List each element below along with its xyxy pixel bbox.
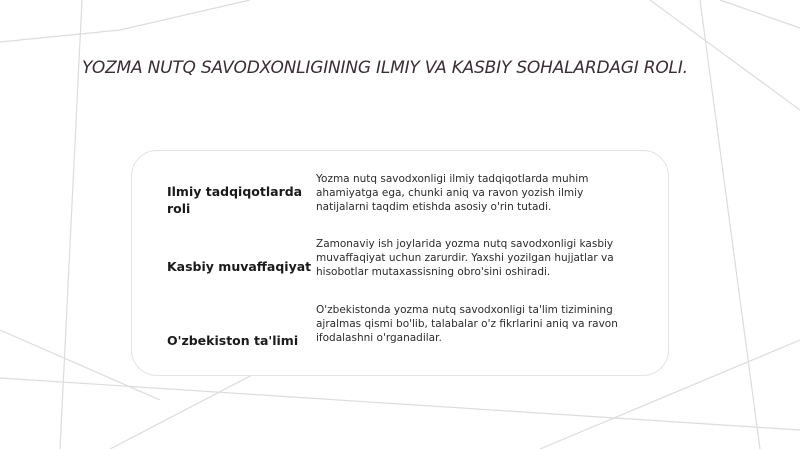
row-heading-education: O'zbekiston ta'limi [167,333,299,348]
row-heading-research: Ilmiy tadqiqotlarda roli [167,184,303,216]
row-description-education: O'zbekistonda yozma nutq savodxonligi ta'lim tizimining ajralmas qismi bo'lib, talabalar o'z fikrlarini aniq va ravon ifodalashni o'rganadilar. [316,304,618,344]
row-heading-career: Kasbiy muvaffaqiyat [167,259,312,274]
row-description-research: Yozma nutq savodxonligi ilmiy tadqiqotlarda muhim ahamiyatga ega, chunki aniq va ravon yozish ilmiy natijalarni taqdim etishda asosiy o'rin tutadi. [316,173,589,213]
content-card [131,150,669,376]
slide-title: YOZMA NUTQ SAVODXONLIGINING ILMIY VA KASBIY SOHALARDAGI ROLI. [82,58,688,78]
row-description-career: Zamonaviy ish joylarida yozma nutq savodxonligi kasbiy muvaffaqiyat uchun zarurdir. Yaxshi yozilgan hujjatlar va hisobotlar mutaxassisning obro'sini oshiradi. [316,238,614,278]
